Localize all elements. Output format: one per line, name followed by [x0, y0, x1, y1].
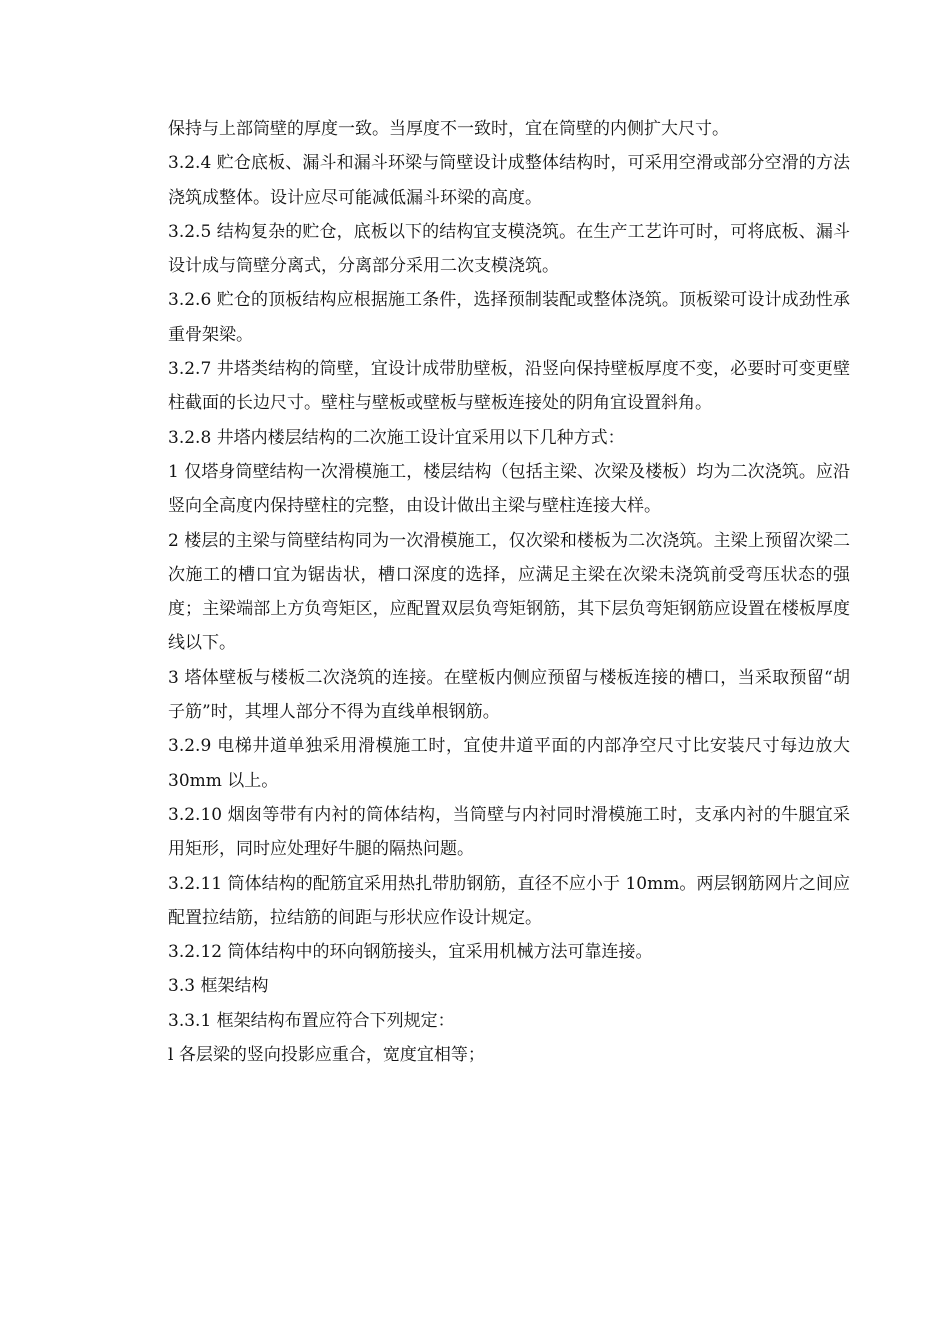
- paragraph-wall-thickness: 保持与上部筒壁的厚度一致。当厚度不一致时，宜在筒壁的内侧扩大尺寸。: [168, 119, 729, 139]
- clause-3-2-10: 3.2.10 烟囱等带有内衬的筒体结构，当筒壁与内衬同时滑模施工时，支承内衬的牛腿宜采用矩形，同时应处理好牛腿的隔热问题。: [168, 804, 850, 860]
- clause-3-2-8-item-3: 3 塔体壁板与楼板二次浇筑的连接。在壁板内侧应预留与楼板连接的槽口，当采取预留“胡子筋”时，其埋人部分不得为直线单根钢筋。: [168, 667, 850, 723]
- clause-3-2-9: 3.2.9 电梯井道单独采用滑模施工时，宜使井道平面的内部净空尺寸比安装尺寸每边放大 30mm 以上。: [168, 736, 850, 791]
- clause-3-3-1: 3.3.1 框架结构布置应符合下列规定：: [168, 1010, 455, 1031]
- clause-3-2-11: 3.2.11 筒体结构的配筋宜采用热扎带肋钢筋，直径不应小于 10mm。两层钢筋网片之间应配置拉结筋，拉结筋的间距与形状应作设计规定。: [168, 873, 850, 928]
- clause-3-2-6: 3.2.6 贮仓的顶板结构应根据施工条件，选择预制装配或整体浇筑。顶板梁可设计成劲性承重骨架梁。: [168, 290, 850, 345]
- section-3-3-heading: 3.3 框架结构: [168, 976, 269, 997]
- clause-3-2-8-item-1: 1 仅塔身筒壁结构一次滑模施工，楼层结构（包括主梁、次梁及楼板）均为二次浇筑。应沿竖向全高度内保持壁柱的完整，由设计做出主梁与壁柱连接大样。: [168, 461, 850, 517]
- clause-3-2-7: 3.2.7 井塔类结构的筒壁，宜设计成带肋壁板，沿竖向保持壁板厚度不变，必要时可变更壁柱截面的长边尺寸。壁柱与壁板或壁板与壁板连接处的阴角宜设置斜角。: [168, 359, 850, 414]
- document-body: [168, 112, 850, 1072]
- clause-3-2-5: 3.2.5 结构复杂的贮仓，底板以下的结构宜支模浇筑。在生产工艺许可时，可将底板、漏斗设计成与筒壁分离式，分离部分采用二次支模浇筑。: [168, 221, 850, 277]
- clause-3-2-4: 3.2.4 贮仓底板、漏斗和漏斗环梁与筒壁设计成整体结构时，可采用空滑或部分空滑的方法浇筑成整体。设计应尽可能减低漏斗环梁的高度。: [168, 153, 850, 208]
- clause-3-2-12: 3.2.12 筒体结构中的环向钢筋接头，宜采用机械方法可靠连接。: [168, 942, 653, 963]
- clause-3-2-8-item-2: 2 楼层的主梁与筒壁结构同为一次滑模施工，仅次梁和楼板为二次浇筑。主梁上预留次梁二次施工的槽口宜为锯齿状，槽口深度的选择，应满足主梁在次梁未浇筑前受弯压状态的强度；主梁端部上方负弯矩区，应配置双层负弯矩钢筋，其下层负弯矩钢筋应设置在楼板厚度线以下。: [168, 530, 850, 654]
- clause-3-2-8: 3.2.8 井塔内楼层结构的二次施工设计宜采用以下几种方式：: [168, 427, 625, 448]
- clause-3-3-1-item-1: l 各层梁的竖向投影应重合，宽度宜相等；: [168, 1045, 485, 1066]
